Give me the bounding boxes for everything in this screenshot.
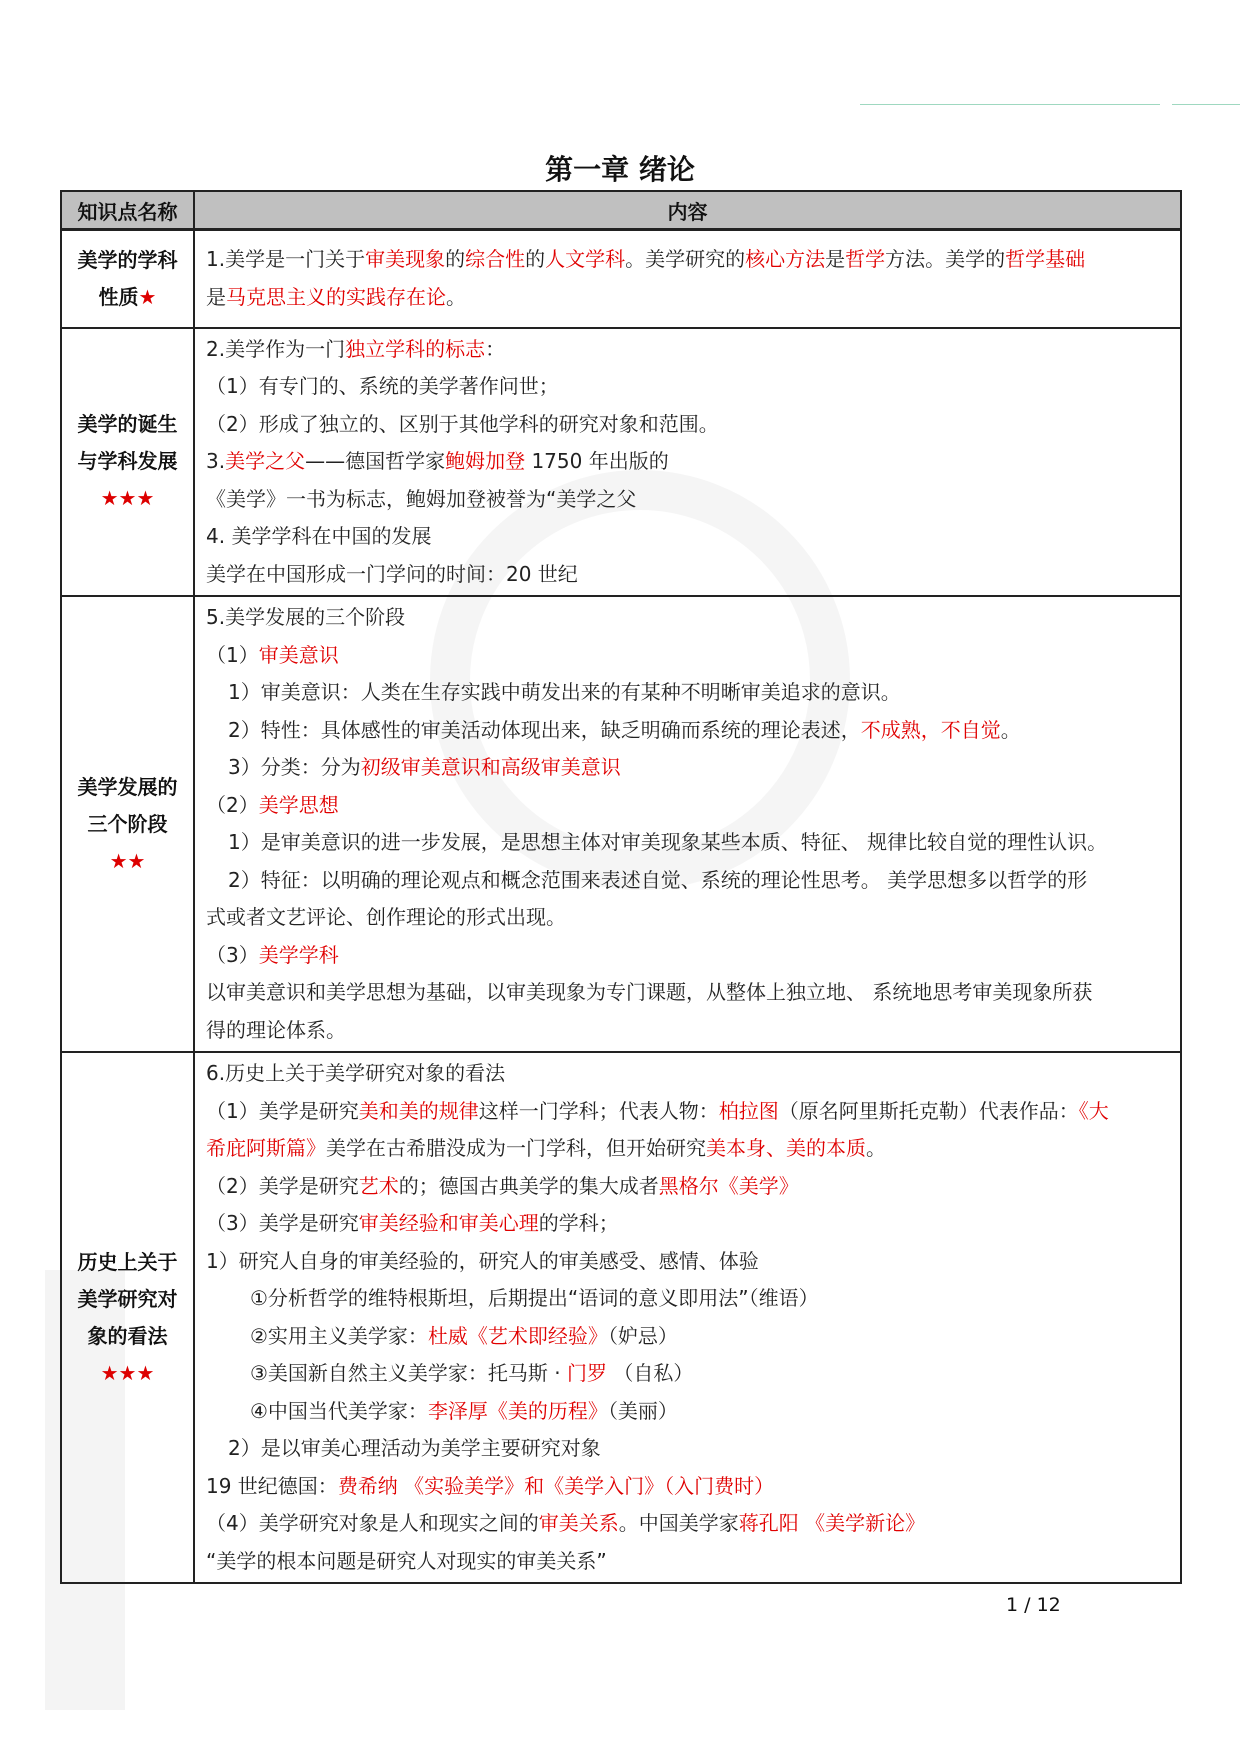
- text-segment: 。美学研究的: [625, 247, 746, 272]
- text-segment: 这样一门学科；代表人物：: [478, 1098, 719, 1123]
- label-line: 象的看法: [87, 1323, 168, 1348]
- text-segment: 《美学》一书为标志，鲍姆加登被誉为“美学之父: [206, 486, 637, 511]
- knowledge-point-name: [61, 596, 194, 1052]
- text-segment: 3）分类：分为: [228, 755, 361, 779]
- text-segment: （自私）: [607, 1361, 694, 1385]
- header-rule: [1172, 104, 1240, 105]
- highlighted-term: 《大: [1078, 1098, 1109, 1123]
- text-segment: （4）美学研究对象是人和现实之间的: [206, 1511, 539, 1535]
- highlighted-term: 独立学科的标志: [345, 336, 486, 361]
- label-text: 性质: [98, 284, 139, 309]
- content-line: [206, 674, 1172, 712]
- content-line: [206, 1205, 1172, 1243]
- table-row: [61, 328, 1181, 597]
- label-line: 美学研究对: [77, 1286, 178, 1311]
- content-line: [206, 749, 1172, 787]
- text-segment: 1）是审美意识的进一步发展，是思想主体对审美现象某些本质、特征、 规律比较自觉的理性认识。: [228, 830, 1108, 854]
- content-line: [206, 1243, 1172, 1281]
- content-line: [206, 1543, 1172, 1581]
- text-segment: 以审美意识和美学思想为基础，以审美现象为专门课题，从整体上独立地、 系统地思考审美现象所获: [206, 980, 1093, 1004]
- content-line: [206, 974, 1172, 1012]
- content-line: [206, 712, 1172, 750]
- content-line: [206, 368, 1172, 406]
- importance-stars: ★: [138, 284, 157, 309]
- text-segment: 美学在古希腊没成为一门学科，但开始研究: [326, 1136, 706, 1160]
- content-line: [206, 637, 1172, 675]
- content-line: [206, 599, 1172, 637]
- page-number: 1 / 12: [1006, 1594, 1061, 1616]
- text-segment: 得的理论体系。: [206, 1017, 346, 1042]
- knowledge-point-name: [61, 1052, 194, 1583]
- table-row: [61, 230, 1181, 328]
- header-content: 内容: [194, 191, 1181, 230]
- content-line: [206, 1130, 1172, 1168]
- text-segment: 2.美学作为一门: [206, 336, 346, 361]
- highlighted-term: 马克思主义的实践存在论: [226, 284, 446, 309]
- header-rule: [860, 104, 1160, 105]
- label-line: 与学科发展: [77, 449, 178, 474]
- text-segment: 2）特性：具体感性的审美活动体现出来，缺乏明确而系统的理论表述，: [228, 717, 861, 742]
- importance-stars: ★★★: [100, 1360, 155, 1385]
- text-segment: 美学在中国形成一门学问的时间：20 世纪: [206, 561, 578, 586]
- knowledge-content: [194, 596, 1181, 1052]
- label-line: 美学的学科: [77, 247, 178, 272]
- highlighted-term: 门罗: [567, 1361, 608, 1385]
- text-segment: 1）审美意识：人类在生存实践中萌发出来的有某种不明晰审美追求的意识。: [228, 680, 901, 704]
- label-line: 三个阶段: [87, 811, 168, 836]
- label-line: 美学发展的: [77, 774, 178, 799]
- label-line: [62, 279, 193, 316]
- text-segment: （1）: [206, 642, 259, 667]
- text-segment: 式或者文艺评论、创作理论的形式出现。: [206, 905, 566, 929]
- highlighted-term: 美和美的规律: [358, 1098, 479, 1123]
- highlighted-term: 核心方法: [745, 247, 826, 272]
- highlighted-term: 人文学科: [545, 247, 626, 272]
- content-line: [206, 518, 1172, 556]
- text-segment: 2）特征：以明确的理论观点和概念范围来表述自觉、系统的理论性思考。 美学思想多以哲学的形: [228, 867, 1088, 892]
- text-segment: （3）美学是研究: [206, 1211, 359, 1235]
- text-segment: （2）形成了独立的、区别于其他学科的研究对象和范围。: [206, 411, 719, 436]
- content-line: [206, 937, 1172, 975]
- highlighted-term: 李泽厚《美的历程》: [427, 1398, 608, 1423]
- knowledge-content: [194, 230, 1181, 328]
- content-line: [206, 406, 1172, 444]
- knowledge-content: [194, 328, 1181, 597]
- text-segment: （1）美学是研究: [206, 1098, 359, 1123]
- content-line: [206, 1393, 1172, 1431]
- text-segment: 。: [446, 284, 466, 309]
- content-line: [206, 1355, 1172, 1393]
- highlighted-term: 美学学科: [258, 942, 339, 967]
- text-segment: 。中国美学家: [618, 1511, 739, 1535]
- text-segment: （妒忌）: [607, 1323, 678, 1348]
- content-line: [206, 1280, 1172, 1318]
- highlighted-term: 费希纳 《实验美学》和《美学入门》（入门费时）: [337, 1473, 775, 1498]
- text-segment: 2）是以审美心理活动为美学主要研究对象: [228, 1436, 601, 1460]
- highlighted-term: 初级审美意识和高级审美意识: [360, 755, 621, 779]
- highlighted-term: 蒋孔阳 《美学新论》: [738, 1511, 926, 1535]
- highlighted-term: 哲学: [845, 247, 886, 272]
- text-segment: ①分析哲学的维特根斯坦，后期提出“语词的意义即用法”（维语）: [250, 1286, 819, 1310]
- chapter-title: 第一章 绪论: [545, 153, 695, 186]
- text-segment: ②实用主义美学家：: [250, 1323, 428, 1348]
- content-line: [206, 862, 1172, 900]
- text-segment: 是: [206, 284, 226, 309]
- highlighted-term: 美学思想: [258, 792, 339, 817]
- content-line: [206, 1505, 1172, 1543]
- knowledge-table: [60, 190, 1182, 1584]
- text-segment: （原名阿里斯托克勒）代表作品：: [778, 1098, 1079, 1123]
- table-row: [61, 1052, 1181, 1583]
- highlighted-term: 黑格尔《美学》: [658, 1173, 799, 1198]
- content-line: [206, 1055, 1172, 1093]
- text-segment: 的学科；: [538, 1211, 619, 1235]
- table-row: [61, 596, 1181, 1052]
- text-segment: 。: [866, 1136, 886, 1160]
- highlighted-term: 柏拉图: [718, 1098, 779, 1123]
- highlighted-term: 审美经验和审美心理: [358, 1211, 539, 1235]
- highlighted-term: 审美意识: [258, 642, 339, 667]
- text-segment: “美学的根本问题是研究人对现实的审美关系”: [206, 1548, 607, 1573]
- highlighted-term: 审美现象: [365, 247, 446, 272]
- importance-stars: ★★: [109, 848, 146, 873]
- highlighted-term: 鲍姆加登: [445, 449, 526, 473]
- text-segment: 的；德国古典美学的集大成者: [398, 1173, 659, 1198]
- header-knowledge-point: 知识点名称: [61, 191, 194, 230]
- label-line: 美学的诞生: [77, 412, 178, 437]
- text-segment: 的: [525, 247, 546, 272]
- highlighted-term: 美本身、美的本质: [706, 1136, 866, 1160]
- content-line: [206, 1468, 1172, 1506]
- text-segment: 5.美学发展的三个阶段: [206, 605, 406, 629]
- text-segment: （2）美学是研究: [206, 1173, 359, 1198]
- knowledge-point-name: [61, 328, 194, 597]
- content-line: [206, 279, 1172, 317]
- content-line: [206, 787, 1172, 825]
- content-line: [206, 1430, 1172, 1468]
- text-segment: （1）有专门的、系统的美学著作问世；: [206, 374, 559, 398]
- highlighted-term: 哲学基础: [1005, 247, 1086, 272]
- text-segment: （2）: [206, 792, 259, 817]
- content-line: [206, 481, 1172, 519]
- highlighted-term: 杜威《艺术即经验》: [427, 1323, 608, 1348]
- content-line: [206, 556, 1172, 594]
- text-segment: 1750 年出版的: [525, 449, 669, 473]
- content-line: [206, 241, 1172, 279]
- content-line: [206, 443, 1172, 481]
- text-segment: （美丽）: [607, 1398, 678, 1423]
- content-line: [206, 1318, 1172, 1356]
- text-segment: 。: [1000, 717, 1021, 742]
- text-segment: 3.: [206, 449, 226, 473]
- text-segment: 的: [445, 247, 466, 272]
- knowledge-point-name: [61, 230, 194, 328]
- content-line: [206, 1168, 1172, 1206]
- text-segment: 6.历史上关于美学研究对象的看法: [206, 1061, 506, 1085]
- text-segment: ③美国新自然主义美学家：托马斯 ·: [250, 1361, 568, 1385]
- importance-stars: ★★★: [100, 486, 155, 511]
- text-segment: ：: [485, 336, 506, 361]
- content-line: [206, 899, 1172, 937]
- text-segment: 方法。美学的: [885, 247, 1006, 272]
- table-header-row: [61, 191, 1181, 230]
- content-line: [206, 824, 1172, 862]
- highlighted-term: 美学之父: [225, 449, 306, 473]
- text-segment: ④中国当代美学家：: [250, 1398, 428, 1423]
- text-segment: 19 世纪德国：: [206, 1473, 338, 1498]
- highlighted-term: 希庇阿斯篇》: [206, 1136, 326, 1160]
- highlighted-term: 不成熟，不自觉: [860, 717, 1001, 742]
- content-line: [206, 1093, 1172, 1131]
- highlighted-term: 艺术: [358, 1173, 399, 1198]
- text-segment: 1.美学是一门关于: [206, 247, 366, 272]
- highlighted-term: 审美关系: [538, 1511, 619, 1535]
- text-segment: 是: [825, 247, 846, 272]
- text-segment: 1）研究人自身的审美经验的，研究人的审美感受、感情、体验: [206, 1248, 759, 1273]
- content-line: [206, 1012, 1172, 1050]
- label-line: 历史上关于: [77, 1249, 178, 1274]
- knowledge-content: [194, 1052, 1181, 1583]
- text-segment: ——德国哲学家: [305, 449, 446, 473]
- content-line: [206, 331, 1172, 369]
- text-segment: 4. 美学学科在中国的发展: [206, 524, 432, 548]
- text-segment: （3）: [206, 942, 259, 967]
- highlighted-term: 综合性: [465, 247, 526, 272]
